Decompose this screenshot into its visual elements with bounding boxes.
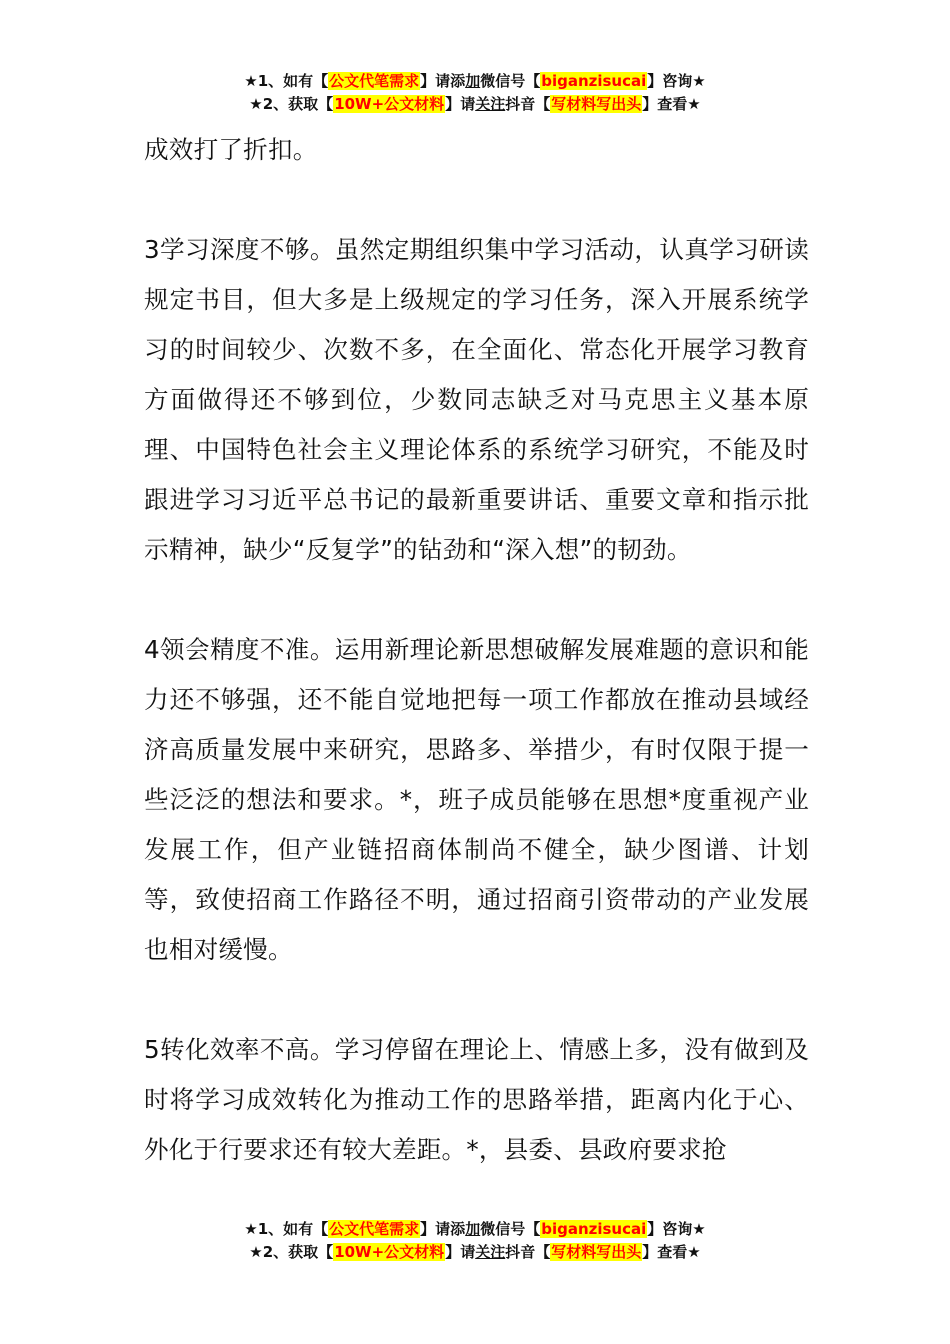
paragraph-gap (144, 975, 809, 1025)
promo-line-1 (0, 1218, 950, 1241)
promo-text: ★1、如有【 (244, 72, 329, 90)
paragraph-3-learning-depth: 3学习深度不够。虽然定期组织集中学习活动，认真学习研读规定书目，但大多是上级规定的学习任务，深入开展系统学习的时间较少、次数不多，在全面化、常态化开展学习教育方面做得还不够到位，少数同志缺乏对马克思主义基本原理、中国特色社会主义理论体系的系统学习研究，不能及时跟进学习习近平总书记的最新重要讲话、重要文章和指示批示精神，缺少“反复学”的钻劲和“深入想”的韧劲。 (144, 235, 809, 564)
document-body (144, 125, 809, 1175)
highlight-service: 公文代笔需求 (329, 1220, 420, 1238)
promo-text: 】请 (445, 1243, 476, 1261)
highlight-service: 公文代笔需求 (329, 72, 420, 90)
promo-underlined-text: 关注 (475, 1243, 506, 1261)
promo-line-2 (0, 1241, 950, 1264)
highlight-materials: 10W+公文材料 (334, 95, 445, 113)
promo-text: 】请添 (420, 1220, 466, 1238)
promo-text: 】查看★ (642, 95, 701, 113)
promo-text: 】请添 (420, 72, 466, 90)
promo-line-1 (0, 70, 950, 93)
highlight-douyin-account: 写材料写出头 (551, 1243, 642, 1261)
promo-text: 抖音【 (505, 1243, 551, 1261)
highlight-materials: 10W+公文材料 (334, 1243, 445, 1261)
footer-promo-banner (0, 1218, 950, 1264)
promo-text: 微信号【 (480, 72, 541, 90)
promo-text: 】请 (445, 95, 476, 113)
promo-text: 】咨询★ (647, 1220, 706, 1238)
highlight-douyin-account: 写材料写出头 (551, 95, 642, 113)
promo-text: ★1、如有【 (244, 1220, 329, 1238)
paragraph-5-conversion-efficiency: 5转化效率不高。学习停留在理论上、情感上多，没有做到及时将学习成效转化为推动工作的思路举措，距离内化于心、外化于行要求还有较大差距。*，县委、县政府要求抢 (144, 1035, 809, 1164)
promo-text: ★2、获取【 (249, 95, 334, 113)
promo-underlined-text: 加 (465, 1220, 481, 1238)
promo-text: 微信号【 (480, 1220, 541, 1238)
paragraph-4-understanding-precision: 4领会精度不准。运用新理论新思想破解发展难题的意识和能力还不够强，还不能自觉地把每一项工作都放在推动县域经济高质量发展中来研究，思路多、举措少，有时仅限于提一些泛泛的想法和要求。*，班子成员能够在思想*度重视产业发展工作，但产业链招商体制尚不健全，缺少图谱、计划等，致使招商工作路径不明，通过招商引资带动的产业发展也相对缓慢。 (144, 635, 809, 964)
paragraph-gap (144, 175, 809, 225)
promo-text: 】咨询★ (647, 72, 706, 90)
promo-text: 抖音【 (505, 95, 551, 113)
highlight-wechat-id: biganzisucai (541, 1220, 647, 1238)
promo-underlined-text: 加 (465, 72, 481, 90)
paragraph-gap (144, 575, 809, 625)
promo-underlined-text: 关注 (475, 95, 506, 113)
highlight-wechat-id: biganzisucai (541, 72, 647, 90)
promo-text: 】查看★ (642, 1243, 701, 1261)
paragraph-continuation: 成效打了折扣。 (144, 135, 318, 164)
header-promo-banner (0, 70, 950, 116)
promo-line-2 (0, 93, 950, 116)
promo-text: ★2、获取【 (249, 1243, 334, 1261)
